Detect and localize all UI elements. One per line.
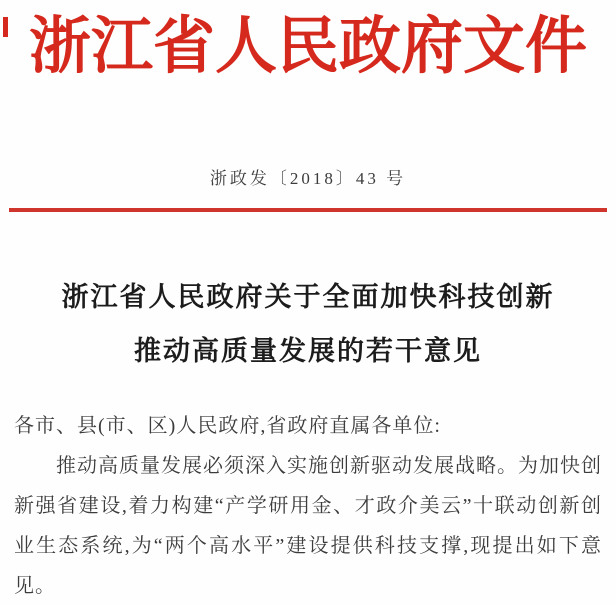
document-title	[0, 270, 616, 378]
document-body	[14, 406, 602, 605]
red-corner-mark	[3, 17, 8, 37]
salutation-line: 各市、县(市、区)人民政府,省政府直属各单位:	[14, 415, 441, 437]
document-title-line-1: 浙江省人民政府关于全面加快科技创新	[61, 282, 555, 312]
body-paragraph-line-1: 推动高质量发展必须深入实施创新驱动发展战略。为加快创	[56, 455, 602, 477]
body-paragraph-line-2: 新强省建设,着力构建“产学研用金、才政介美云”十联动创新创	[14, 495, 602, 517]
body-paragraph-line-4: 见。	[14, 575, 56, 597]
document-header-banner: 浙江省人民政府文件	[28, 13, 587, 81]
document-title-line-2: 推动高质量发展的若干意见	[134, 336, 482, 366]
body-paragraph-line-3: 业生态系统,为“两个高水平”建设提供科技支撑,现提出如下意	[14, 535, 602, 557]
document-number: 浙政发〔2018〕43 号	[209, 169, 407, 188]
red-divider-rule	[9, 208, 607, 212]
